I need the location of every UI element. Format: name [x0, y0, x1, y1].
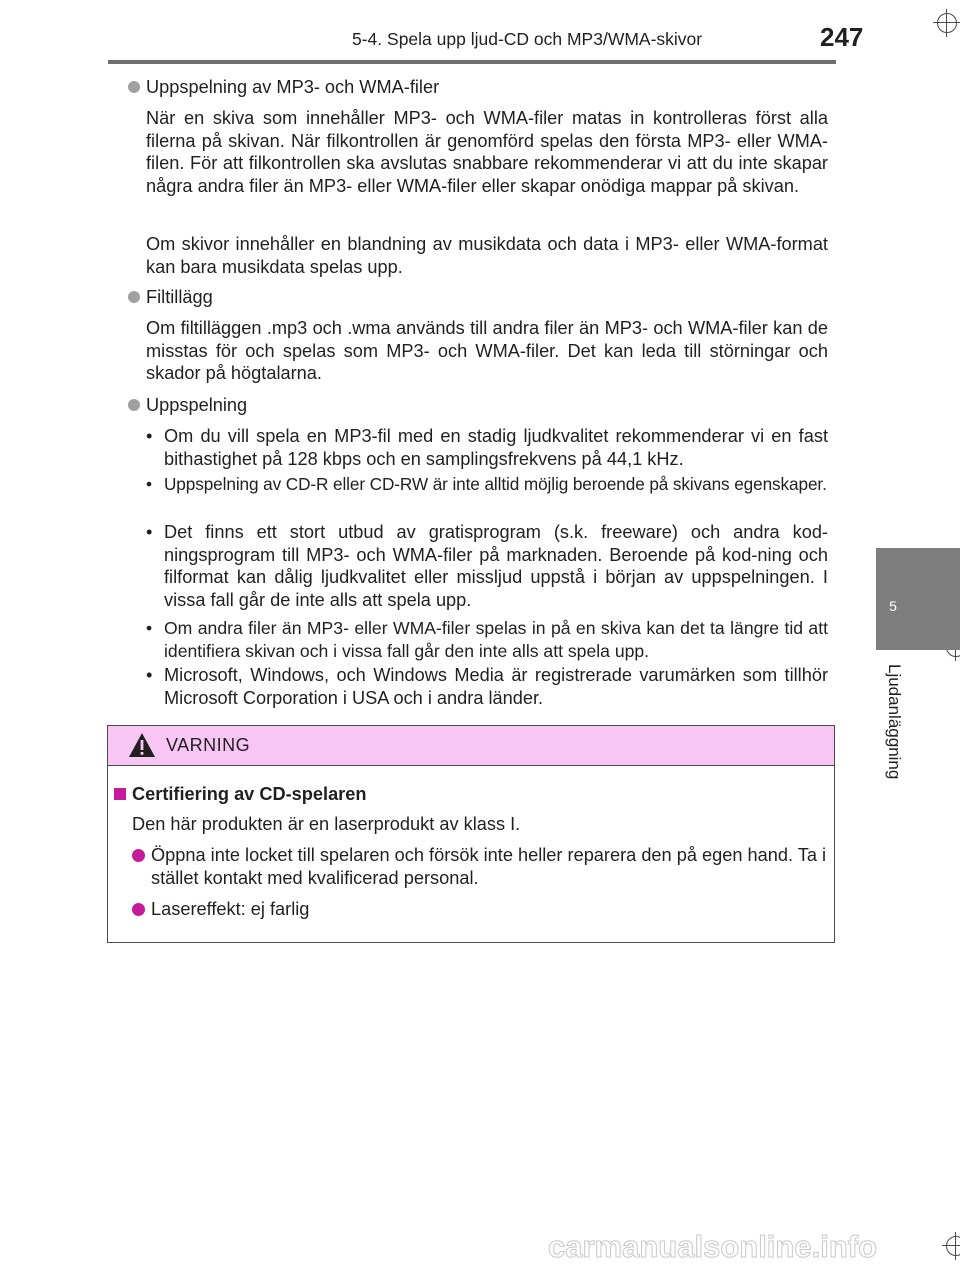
registration-mark-top-right [933, 9, 960, 37]
list-bullet: • [146, 522, 153, 542]
circle-bullet-icon [128, 291, 140, 303]
list-bullet: • [146, 474, 152, 494]
list-item: • Om andra filer än MP3- eller WMA-filer spelas in på en skiva kan det ta längre tid att identifiera skivan och i vissa fall går den inte alls att spela upp. [146, 618, 828, 661]
paragraph: Om skivor innehåller en blandning av musikdata och data i MP3- eller WMA-format kan bara musikdata spelas upp. [146, 234, 828, 277]
watermark: carmanualsonline.info [548, 1229, 878, 1264]
list-item: • Microsoft, Windows, och Windows Media är registrerade varumärken som tillhör Microsoft Corporation i USA och i andra länder. [146, 665, 828, 708]
paragraph: När en skiva som innehåller MP3- och WMA-filer matas in kontrolleras först alla filerna på skivan. När filkontrollen är genomförd spelas den första MP3- eller WMA-filen. För att filkontrollen ska avslutas snabbare rekommenderar vi att du inte skapar några andra filer än MP3- eller WMA-filer eller skapar onödiga mappar på skivan. [146, 108, 828, 196]
warning-label: VARNING [166, 735, 251, 755]
warning-header [108, 726, 834, 766]
section-title: Filtillägg [128, 286, 213, 309]
warning-intro: Den här produkten är en laserprodukt av klass I. [132, 814, 521, 834]
warning-heading: Certifiering av CD-spelaren [114, 784, 366, 805]
warning-box [107, 725, 835, 943]
chapter-label: Ljudanläggning [885, 664, 904, 780]
warning-triangle-icon [128, 732, 156, 758]
circle-bullet-icon [132, 849, 145, 862]
list-item: • Om du vill spela en MP3-fil med en stadig ljudkvalitet rekommenderar vi en fast bithastighet på 128 kbps och en samplingsfrekvens på 44,1 kHz. [146, 426, 828, 469]
header-rule [108, 60, 836, 64]
list-item: • Uppspelning av CD-R eller CD-RW är inte alltid möjlig beroende på skivans egenskaper. [146, 474, 827, 494]
warning-point: Lasereffekt: ej farlig [132, 898, 828, 921]
page-number: 247 [820, 22, 864, 52]
chapter-number: 5 [889, 598, 897, 614]
section-title: Uppspelning av MP3- och WMA-filer [128, 76, 439, 99]
paragraph: Om filtilläggen .mp3 och .wma används till andra filer än MP3- och WMA-filer kan de misstas för och spelas som MP3- och WMA-filer. Det kan leda till störningar och skador på högtalarna. [146, 318, 828, 383]
list-bullet: • [146, 426, 153, 446]
section-title: Uppspelning [128, 394, 247, 417]
registration-mark-bottom-right [942, 1232, 960, 1260]
list-bullet: • [146, 665, 153, 685]
circle-bullet-icon [128, 399, 140, 411]
circle-bullet-icon [132, 903, 145, 916]
circle-bullet-icon [128, 81, 140, 93]
section-header: 5-4. Spela upp ljud-CD och MP3/WMA-skivor [352, 29, 703, 49]
list-item: • Det finns ett stort utbud av gratisprogram (s.k. freeware) och andra kod-ningsprogram till MP3- och WMA-filer på marknaden. Beroende på kod-ning och filformat kan dålig ljudkvalitet eller missljud uppstå i början av uppspelningen. I vissa fall går de inte alls att spela upp. [146, 522, 828, 610]
list-bullet: • [146, 618, 153, 638]
square-bullet-icon [114, 788, 126, 800]
warning-point: Öppna inte locket till spelaren och försök inte heller reparera den på egen hand. Ta i stället kontakt med kvalificerad personal. [132, 844, 828, 889]
